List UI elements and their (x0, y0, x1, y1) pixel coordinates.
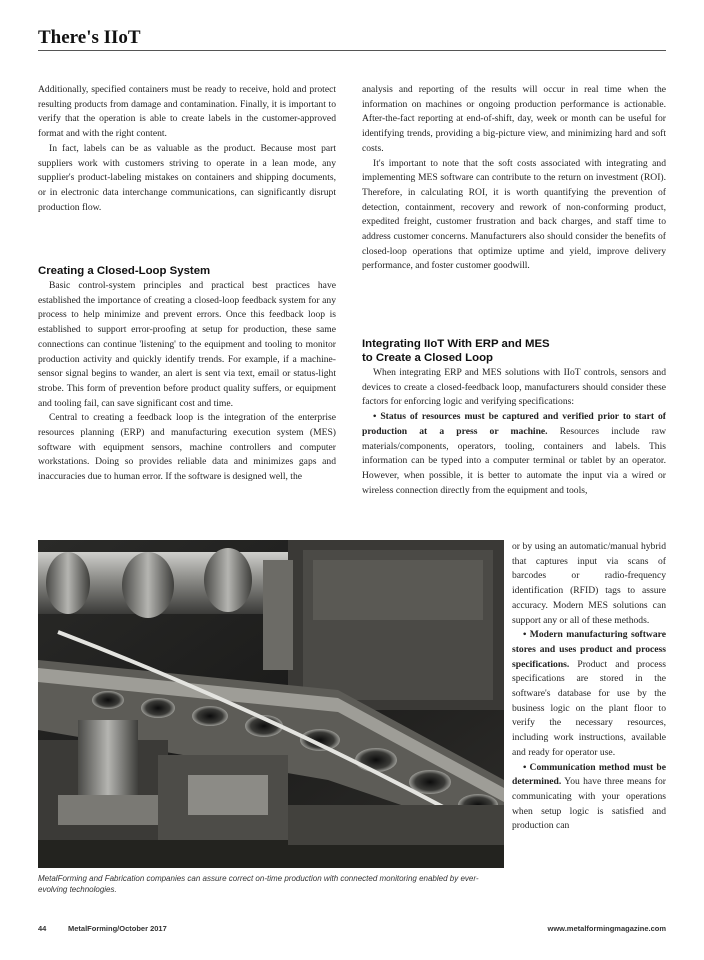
bullet-resources (362, 410, 666, 498)
column-right-upper (362, 83, 666, 323)
section-title: There's IIoT (38, 27, 141, 48)
paragraph: When integrating ERP and MES solutions with IIoT controls, sensors and devices to create a closed-feedback loop, manufacturers should consider these factors for enforcing logic and verifying specifications: (362, 367, 666, 408)
bullet-lead: • Status of resources must be captured and verified prior to start of production at a press or machine. (362, 411, 666, 437)
bullet-lead: • Modern manufacturing software stores and uses product and process specifications. (512, 629, 666, 670)
figure-caption: MetalForming and Fabrication companies can assure correct on-time production with connected monitoring enabled by ever-evolving technologies. (38, 874, 479, 894)
page-footer (38, 924, 666, 938)
paragraph: analysis and reporting of the results will occur in real time when the information on machines or ongoing production performance is actionable. After-the-fact reporting at end-of-shift, day, week or month can be useful for identifying trends, providing a big-picture view, and minimizing hard and soft costs. (362, 84, 666, 154)
subheading-line-2: to Create a Closed Loop (362, 352, 494, 364)
bullet-text: Product and process specifications are stored in the software's database for use by the business logic on the plant floor to verify the necessary resources, including work instructions, available and ready for operator use. (512, 658, 666, 758)
bullet-lead: • Communication method must be determined. (512, 761, 666, 788)
bullet-text: You have three means for communicating with your operations when setup logic is satisfied and production can (512, 776, 666, 832)
bullet-text: Resources include raw materials/components, operators, tooling, containers and labels. This information can be typed into a computer terminal or tablet by an operator. However, when possible, it is better to automate the input via a wired or wireless connection directly from the equipment and tools, (362, 425, 666, 496)
bullet-communication (512, 761, 666, 835)
magazine-url: www.metalformingmagazine.com (547, 924, 666, 933)
paragraph: Additionally, specified containers must be ready to receive, hold and protect resulting products from damage and contamination. Finally, it is important to verify that the operation is able to create labels in the customer-approved format and with the right content. (38, 84, 336, 140)
section-header (38, 28, 666, 51)
column-left-upper (38, 83, 336, 257)
paragraph-continued: or by using an automatic/manual hybrid that captures input via scans of barcodes or radio-frequency identification (RFID) tags to assure accuracy. Modern MES solutions can support any or all of these methods. (512, 541, 666, 626)
machinery-photo (38, 540, 504, 868)
bullet-software (512, 628, 666, 760)
figure-photo (38, 540, 504, 868)
subheading-closed-loop-system: Creating a Closed-Loop System (38, 265, 211, 277)
paragraph: Central to creating a feedback loop is the integration of the enterprise resources planning (ERP) and manufacturing execution system (MES) software with equipment sensors, machine controllers and computer workstations. Doing so provides reliable data and minimizes gaps and inaccuracies due to human error. If the software is designed well, the (38, 412, 336, 483)
subheading-line-1: Integrating IIoT With ERP and MES (362, 338, 550, 350)
subheading-integrating-iiot (362, 337, 666, 365)
paragraph: It's important to note that the soft costs associated with integrating and implementing MES software can contribute to the return on investment (ROI). Therefore, in calculating ROI, it is worth quantifying the prevention of detection, containment, recovery and rework of non-conforming product, expedited freight, customer frustration and back charges, and staff time to address customer concerns. Manufacturers also should consider the benefits of closed-loop operations that optimize uptime and yield, improve delivery performance, and foster customer goodwill. (362, 157, 666, 272)
column-right-narrow (512, 540, 666, 910)
paragraph: Basic control-system principles and practical best practices have established the importance of creating a closed-loop feedback system for any process to help minimize and prevent errors. Once this feedback loop is established to support error-proofing at setup for production, these same connections can continue 'listening' to the equipment and tooling to monitor production activity and quickly identify trends. For example, if a machine-sensor signal begins to wander, an alert is sent via text, email or status-light strobe. This form of prevention before product quality suffers, or equipment and tooling fail, can save significant cost and time. (38, 280, 336, 409)
magazine-issue: MetalForming/October 2017 (68, 924, 167, 933)
page-number: 44 (38, 924, 47, 933)
column-right-middle (362, 337, 666, 538)
column-left-lower (38, 264, 336, 534)
paragraph: In fact, labels can be as valuable as the product. Because most part suppliers work with customers striving to operate in a lean mode, any supplier's product-labeling mistakes on containers and shipping documents, or in electronic data interchange communications, can significantly disrupt production flow. (38, 142, 336, 213)
